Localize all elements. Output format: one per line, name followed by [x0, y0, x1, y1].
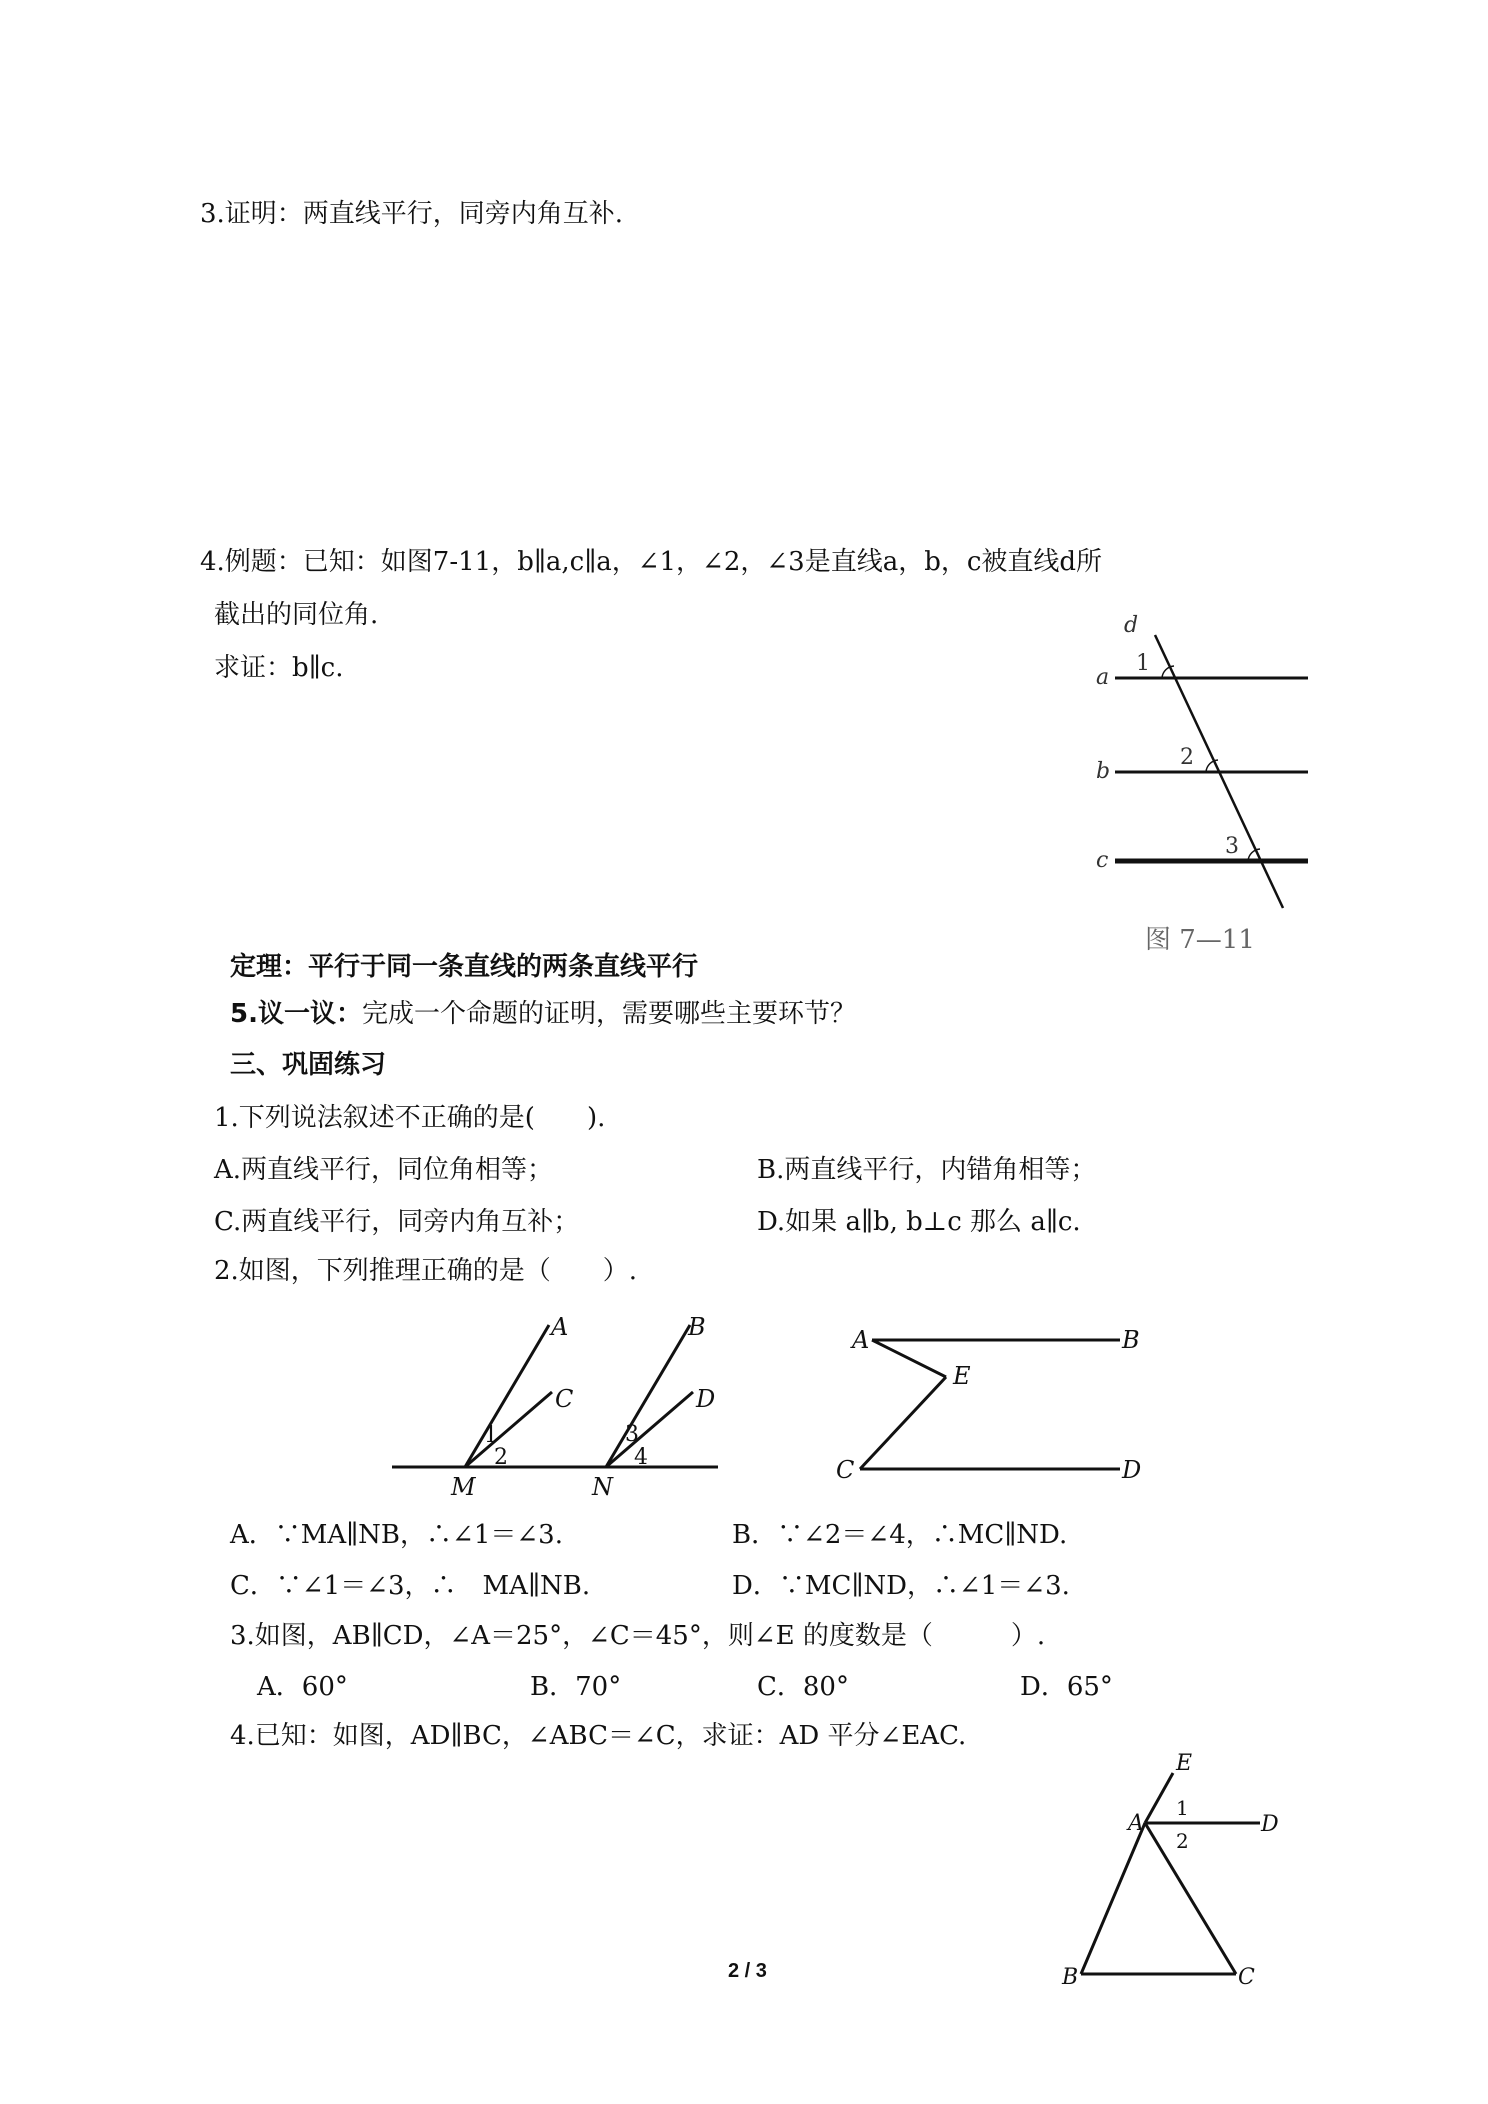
label-a: A — [1128, 1811, 1144, 1836]
angle-2-label: 2 — [1176, 1829, 1189, 1853]
q3-option-b: B．70° — [530, 1672, 622, 1702]
theorem: 定理：平行于同一条直线的两条直线平行 — [230, 952, 699, 982]
q2-option-d: D．∵MC∥ND，∴∠1＝∠3. — [732, 1571, 1070, 1601]
label-b: b — [1096, 759, 1111, 784]
ray-ae — [1145, 1773, 1173, 1823]
q2-stem: 2.如图，下列推理正确的是（ ）. — [214, 1256, 638, 1286]
label-n: N — [592, 1473, 613, 1501]
q3-option-d: D．65° — [1020, 1672, 1113, 1702]
problem-3: 3.证明：两直线平行，同旁内角互补. — [200, 199, 624, 229]
label-d: D — [696, 1385, 716, 1413]
q1-option-d: D.如果 a∥b, b⊥c 那么 a∥c. — [757, 1207, 1081, 1237]
q1-option-c: C.两直线平行，同旁内角互补； — [214, 1207, 580, 1237]
example-4-line1: 4.例题：已知：如图7-11，b∥a,c∥a，∠1，∠2，∠3是直线a，b，c被直线d所 — [200, 547, 1103, 577]
q2-option-a: A．∵MA∥NB，∴∠1＝∠3. — [230, 1520, 563, 1550]
line-d — [1155, 635, 1283, 908]
label-d: d — [1124, 613, 1139, 638]
angle-1-label: 1 — [1176, 1796, 1189, 1820]
q1-option-b: B.两直线平行，内错角相等； — [757, 1155, 1097, 1185]
q3-stem: 3.如图，AB∥CD，∠A＝25°，∠C＝45°，则∠E 的度数是（ ）. — [230, 1621, 1046, 1651]
label-c: C — [555, 1385, 574, 1413]
segment-ec — [860, 1377, 946, 1469]
angle-4-label: 4 — [634, 1445, 648, 1470]
discussion — [230, 997, 856, 1031]
label-a: a — [1096, 665, 1110, 690]
angle-2-label: 2 — [494, 1445, 508, 1470]
label-c: C — [1238, 1965, 1255, 1990]
label-c: c — [1096, 848, 1109, 873]
angle-3-label: 3 — [1225, 834, 1239, 859]
label-b: B — [1062, 1965, 1079, 1990]
page-number: 2 / 3 — [728, 1960, 767, 1982]
discussion-text: 完成一个命题的证明，需要哪些主要环节？ — [361, 999, 856, 1029]
angle-1-label: 1 — [484, 1423, 498, 1448]
example-4-line2: 截出的同位角. — [214, 600, 379, 630]
q1-option-a: A.两直线平行，同位角相等； — [214, 1155, 554, 1185]
angle-2-arc — [1206, 760, 1218, 772]
label-e: E — [1176, 1751, 1193, 1776]
q3-option-a: A．60° — [257, 1672, 348, 1702]
q2-option-c: C．∵∠1＝∠3，∴ MA∥NB. — [230, 1571, 591, 1601]
label-a: A — [551, 1313, 569, 1341]
q4-stem: 4.已知：如图，AD∥BC，∠ABC＝∠C，求证：AD 平分∠EAC. — [230, 1721, 967, 1751]
label-b: B — [688, 1313, 706, 1341]
q1-stem: 1.下列说法叙述不正确的是( ). — [214, 1103, 606, 1133]
label-e: E — [953, 1362, 971, 1390]
label-d: D — [1261, 1812, 1279, 1837]
angle-2-label: 2 — [1180, 745, 1194, 770]
ray-nd — [606, 1392, 693, 1467]
segment-ae — [872, 1340, 946, 1377]
angle-1-label: 1 — [1136, 651, 1150, 676]
label-m: M — [451, 1473, 476, 1501]
label-a: A — [852, 1326, 870, 1354]
label-d: D — [1122, 1456, 1142, 1484]
angle-3-label: 3 — [625, 1422, 639, 1447]
q2-option-b: B．∵∠2＝∠4，∴MC∥ND. — [732, 1520, 1068, 1550]
discussion-heading: 5.议一议： — [230, 999, 362, 1029]
example-4-prove: 求证：b∥c. — [214, 653, 344, 683]
q3-option-c: C．80° — [757, 1672, 849, 1702]
angle-3-arc — [1248, 849, 1260, 861]
label-c: C — [836, 1456, 855, 1484]
segment-ac — [1145, 1823, 1236, 1974]
angle-1-arc — [1162, 666, 1174, 678]
ray-mc — [465, 1392, 552, 1467]
ray-nb — [606, 1325, 690, 1467]
figure-caption: 图 7—11 — [1145, 925, 1255, 955]
segment-ab — [1081, 1823, 1145, 1974]
section-heading: 三、巩固练习 — [230, 1050, 387, 1080]
ray-ma — [465, 1325, 549, 1467]
label-b: B — [1122, 1326, 1140, 1354]
